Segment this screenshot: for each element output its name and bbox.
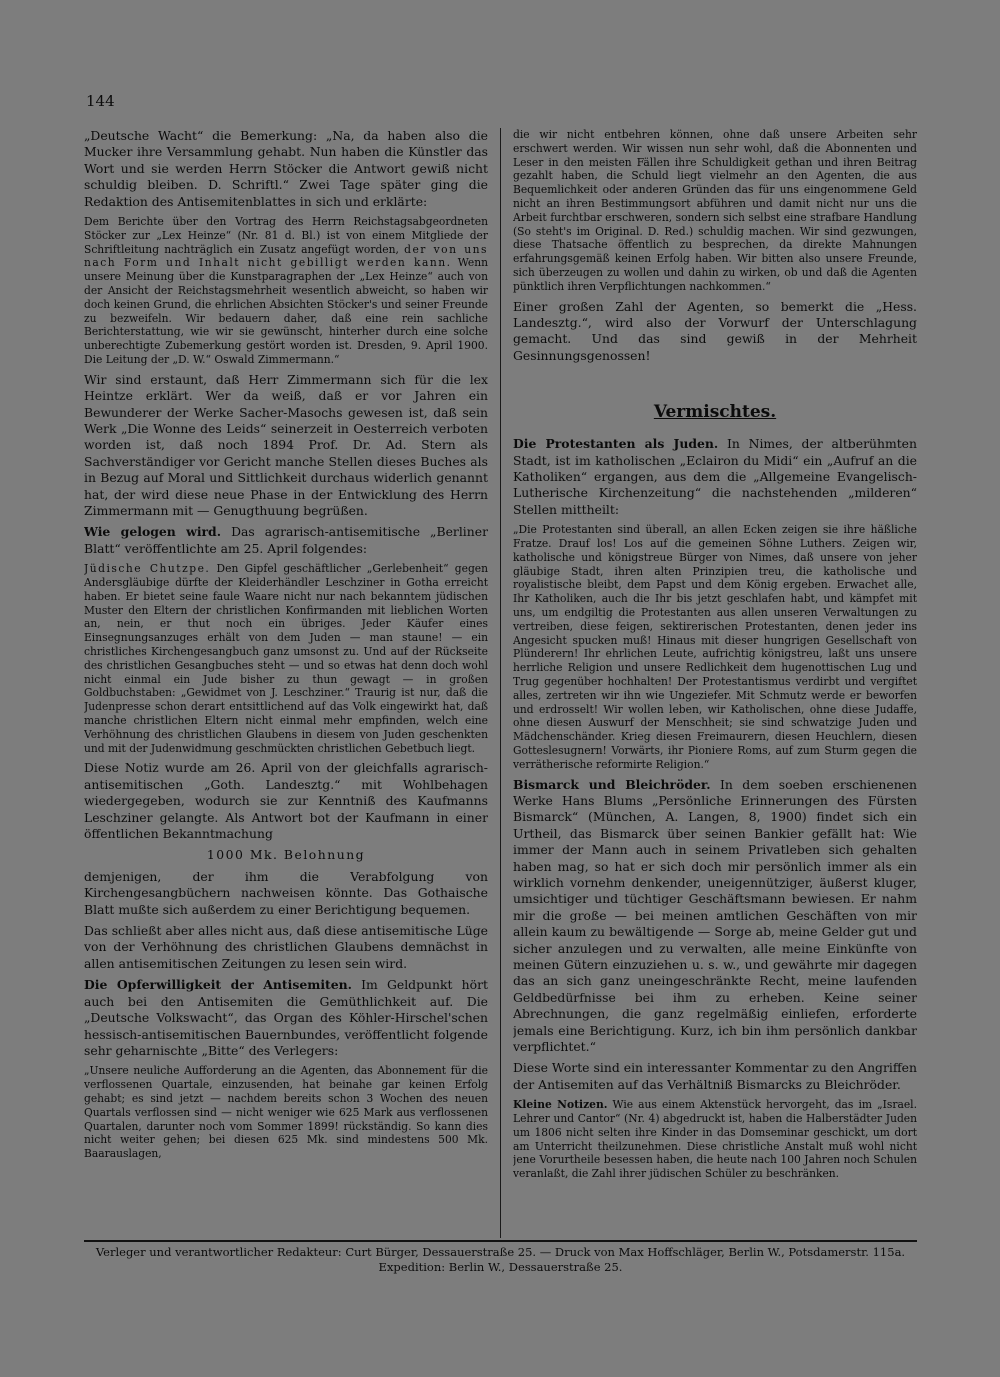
left-paragraph-7-text: Im Geldpunkt hört auch bei den Antisemiten die Gemüthlichkeit auf. Die „Deutsche Volkswacht“, das Organ des Köhler-Hirschel'schen hessisch-antisemitischen Bauernbundes, veröffentlicht folgende sehr geharnischte „Bitte“ des Verlegers: — [84, 977, 488, 1058]
left-quote-2 — [84, 562, 488, 755]
left-quote-2-text: Den Gipfel geschäftlicher „Gerlebenheit“ gegen Andersgläubige dürfte der Kleiderhändler Leschziner in Gotha erreicht haben. Er bietet seine faule Waare nicht nur nach bekanntem jüdischen Muster den Eltern der christlichen Konfirmanden mit lieblichen Worten an, nein, er thut noch ein übriges. Jeder Käufer eines Einsegnungsanzuges erhält von dem Juden — man staune! — ein christliches Kirchengesangbuch ganz umsonst zu. Und auf der Rückseite des christlichen Gesangbuches steht — und so etwas hat denn doch wohl nicht einmal ein Jude bisher zu thun gewagt — in großen Goldbuchstaben: „Gewidmet von J. Leschziner.“ Traurig ist nur, daß die Judenpresse schon derart entsittlichend auf das Volk eingewirkt hat, daß manche christlichen Eltern nicht einmal mehr empfinden, welch eine Verhöhnung des christlichen Glaubens in diesem von Juden geschenkten und mit der Judenwidmung geschmückten christlichen Gebetbuch liegt. — [84, 562, 488, 755]
left-quote-1c: Wenn unsere Meinung über die Kunstparagraphen der „Lex Heinze“ auch von der Ansicht der Reichstagsmehrheit wesentlich abweicht, so haben wir doch keinen Grund, die ehrlichen Absichten Stöcker's und seiner Freunde zu bezweifeln. Wir bedauern daher, daß eine rein sachliche Berichterstattung, wie wir sie gewünscht, hinterher durch eine solche unberechtigte Zubemerkung gestört worden ist. Dresden, 9. April 1900. Die Leitung der „D. W.“ Oswald Zimmermann.“ — [84, 256, 488, 366]
left-column — [84, 128, 488, 1238]
left-paragraph-3-text: Das agrarisch-antisemitische „Berliner Blatt“ veröffentlichte am 25. April folgendes: — [84, 524, 488, 556]
right-quote-continued: die wir nicht entbehren können, ohne daß unsere Arbeiten sehr erschwert werden. Wir wissen nun sehr wohl, daß die Abonnenten und Leser in den meisten Fällen ihre Schuldigkeit gethan und ihren Beitrag gezahlt haben, die Schuld liegt vielmehr an den Agenten, die aus Bequemlichkeit oder anderen Gründen das für uns eingenommene Geld nicht an ihren Bestimmungsort abführen und damit nicht nur uns die Arbeit furchtbar erschweren, sondern sich selbst eine strafbare Handlung (So steht's im Original. D. Red.) schuldig machen. Wir sind gezwungen, diese Thatsache öffentlich zu besprechen, da direkte Mahnungen erfahrungsgemäß keinen Erfolg haben. Wir bitten also unsere Freunde, sich überzeugen zu wollen und dahin zu wirken, ob und daß die Agenten pünktlich ihren Verpflichtungen nachkommen.“ — [513, 128, 917, 293]
left-paragraph-3 — [84, 524, 488, 557]
heading-opferwilligkeit: Die Opferwilligkeit der Antisemiten. — [84, 977, 352, 993]
left-paragraph-6: Das schließt aber alles nicht aus, daß diese antisemitische Lüge von der Verhöhnung des christlichen Glaubens demnächst in allen antisemitischen Zeitungen zu lesen sein wird. — [84, 923, 488, 971]
right-quote-1: „Die Protestanten sind überall, an allen Ecken zeigen sie ihre häßliche Fratze. Drauf los! Los auf die gemeinen Söhne Luthers. Zeigen wir, katholische und königstreue Bürger von Nimes, daß unsere von jeher gläubige Stadt, ihren alten Prinzipien treu, die katholische und royalistische bleibt, dem Papst und dem König ergeben. Erwachet alle, Ihr Katholiken, auch die Ihr bis jetzt geschlafen habt, und kämpfet mit uns, um endgiltig die Protestanten aus allen unseren Verwaltungen zu vertreiben, diese feigen, sektirerischen Protestanten, denen jeder ins Angesicht spucken muß! Hinaus mit dieser hungrigen Gesellschaft von Plünderern! Ihr ehrlichen Leute, aufrichtig königstreu, laßt uns unsere herrliche Religion und unsere Redlichkeit dem hugenottischen Lug und Trug gegenüber hochhalten! Der Protestantismus verdirbt und vergiftet alles, zertreten wir ihn wie Ungeziefer. Mit Schmutz werde er beworfen und erdrosselt! Wir wollen leben, wir Katholischen, ohne diese Judaffe, ohne diesen Auswurf der Menschheit; sie sind schwatzige Juden und Mädchenschänder. Krieg diesen Freimaurern, diesen Heuchlern, diesen Gotteslesugnern! Vorwärts, ihr Pioniere Roms, auf zum Sturm gegen die verrätherische reformirte Religion.“ — [513, 523, 917, 771]
right-column — [513, 128, 917, 1238]
right-paragraph-3-text: In dem soeben erschienenen Werke Hans Blums „Persönliche Erinnerungen des Fürsten Bismarck“ (München, A. Langen, 8, 1900) findet sich ein Urtheil, das Bismarck über seinen Bankier gefällt hat: Wie immer der Mann auch in seinem Privatleben sich gehalten haben mag, so hat er sich doch mir persönlich immer als ein wirklich vornehm denkender, uneigennütziger, äußerst kluger, umsichtiger und tüchtiger Geschäftsmann bewiesen. Er nahm mir die große — bei meinen amtlichen Geschäften von mir allein kaum zu bewältigende — Sorge ab, meine Gelder gut und sicher anzulegen und zu verwalten, alle meine Einkünfte von meinen Gütern einzuziehen u. s. w., und gewährte mir dagegen das an sich ganz uneingeschränkte Recht, meine laufenden Geldbedürfnisse bei ihm zu erheben. Keine seiner Abrechnungen, die ganz regelmäßig einliefen, erforderte jemals eine Berichtigung. Kurz, ich bin ihm persönlich dankbar verpflichtet.“ — [513, 776, 917, 1055]
left-paragraph-4: Diese Notiz wurde am 26. April von der gleichfalls agrarisch-antisemitischen „Goth. Landesztg.“ mit Wohlbehagen wiedergegeben, wodurch sie zur Kenntniß des Kaufmanns Leschziner gelangte. Als Antwort bot der Kaufmann in einer öffentlichen Bekanntmachung — [84, 760, 488, 842]
imprint-line-1: Verleger und verantwortlicher Redakteur: Curt Bürger, Dessauerstraße 25. — Druck von Max Hoffschläger, Berlin W., Potsdamerstr. 115a. — [95, 1245, 906, 1259]
section-title-vermischtes: Vermischtes. — [653, 402, 777, 423]
left-paragraph-1: „Deutsche Wacht“ die Bemerkung: „Na, da haben also die Mucker ihre Versammlung gehabt. Nun haben die Künstler das Wort und sie werden Herrn Stöcker die Antwort gewiß nicht schuldig bleiben. D. Schriftl.“ Zwei Tage später ging die Redaktion des Antisemitenblattes in sich und erklärte: — [84, 128, 488, 209]
footer-rule — [84, 1240, 917, 1242]
right-paragraph-3 — [513, 777, 917, 1056]
reward-line: 1000 Mk. Belohnung — [206, 847, 366, 863]
right-paragraph-5 — [513, 1098, 917, 1181]
left-paragraph-5: demjenigen, der ihm die Verabfolgung von Kirchengesangbüchern nachweisen könnte. Das Gothaische Blatt mußte sich außerdem zu einer Berichtigung bequemen. — [84, 868, 488, 917]
heading-bismarck: Bismarck und Bleichröder. — [513, 776, 711, 792]
column-divider — [500, 128, 501, 1238]
left-paragraph-7 — [84, 977, 488, 1059]
heading-protestanten: Die Protestanten als Juden. — [513, 436, 719, 452]
right-paragraph-5-text: Wie aus einem Aktenstück hervorgeht, das im „Israel. Lehrer und Cantor“ (Nr. 4) abgedruckt ist, haben die Halberstädter Juden um 1806 nicht selten ihre Kinder in das Domseminar geschickt, um dort am Unterricht theilzunehmen. Diese christliche Anstalt muß wohl nicht jene Vorurtheile besessen haben, die heute nach 100 Jahren noch Schulen veranlaßt, die Zahl ihrer jüdischen Schüler zu beschränken. — [513, 1098, 917, 1181]
heading-wie-gelogen: Wie gelogen wird. — [84, 524, 222, 540]
right-paragraph-4: Diese Worte sind ein interessanter Kommentar zu den Angriffen der Antisemiten auf das Verhältniß Bismarcks zu Bleichröder. — [513, 1060, 917, 1092]
right-paragraph-2-text: In Nimes, der altberühmten Stadt, ist im katholischen „Eclairon du Midi“ ein „Aufruf an die Katholiken“ ergangen, aus dem die „Allgemeine Evangelisch-Lutherische Kirchenzeitung“ die nachstehenden „milderen“ Stellen mittheilt: — [513, 436, 917, 517]
left-quote-3: „Unsere neuliche Aufforderung an die Agenten, das Abonnement für die verflossenen Quartale, einzusenden, hat beinahe gar keinen Erfolg gehabt; es sind jetzt — nachdem bereits schon 3 Wochen des neuen Quartals verflossen sind — nicht weniger wie 625 Mark aus verflossenen Quartalen, darunter noch vom Sommer 1899! rückständig. So kann dies nicht weiter gehen; bei diesen 625 Mk. sind mindestens 500 Mk. Baarauslagen, — [84, 1064, 488, 1161]
left-quote-2-heading: Jüdische Chutzpe. — [84, 562, 211, 576]
right-paragraph-1: Einer großen Zahl der Agenten, so bemerkt die „Hess. Landesztg.“, wird also der Vorwurf der Unterschlagung gemacht. Und das sind gewiß in der Mehrheit Gesinnungsgenossen! — [513, 298, 917, 363]
left-paragraph-2: Wir sind erstaunt, daß Herr Zimmermann sich für die lex Heintze erklärt. Wer da weiß, daß er vor Jahren ein Bewunderer der Werke Sacher-Masochs gewesen ist, daß sein Werk „Die Wonne des Leids“ seinerzeit in Oesterreich verboten worden ist, daß noch 1894 Prof. Dr. Ad. Stern als Sachverständiger vor Gericht manche Stellen dieses Buches als in Bezug auf Moral und Sittlichkeit durchaus widerlich genannt hat, der wird diese neue Phase in der Entwicklung des Herrn Zimmermann mit — Genugthuung begrüßen. — [84, 371, 488, 519]
imprint-line-2: Expedition: Berlin W., Dessauerstraße 25. — [378, 1260, 623, 1274]
right-paragraph-2 — [513, 436, 917, 518]
page-number: 144 — [86, 92, 115, 110]
left-quote-1 — [84, 215, 488, 367]
left-quote-1a: Dem Berichte über den Vortrag des Herrn Reichstagsabgeordneten Stöcker zur „Lex Heinze“ (Nr. 81 d. Bl.) ist von einem Mitgliede der Schriftleitung nachträglich ein Zusatz angefügt worden, — [84, 215, 488, 256]
imprint-footer — [84, 1245, 917, 1275]
left-quote-1b: der von uns nach Form und Inhalt nicht gebilligt werden kann. — [84, 242, 488, 270]
heading-kleine-notizen: Kleine Notizen. — [513, 1098, 608, 1112]
